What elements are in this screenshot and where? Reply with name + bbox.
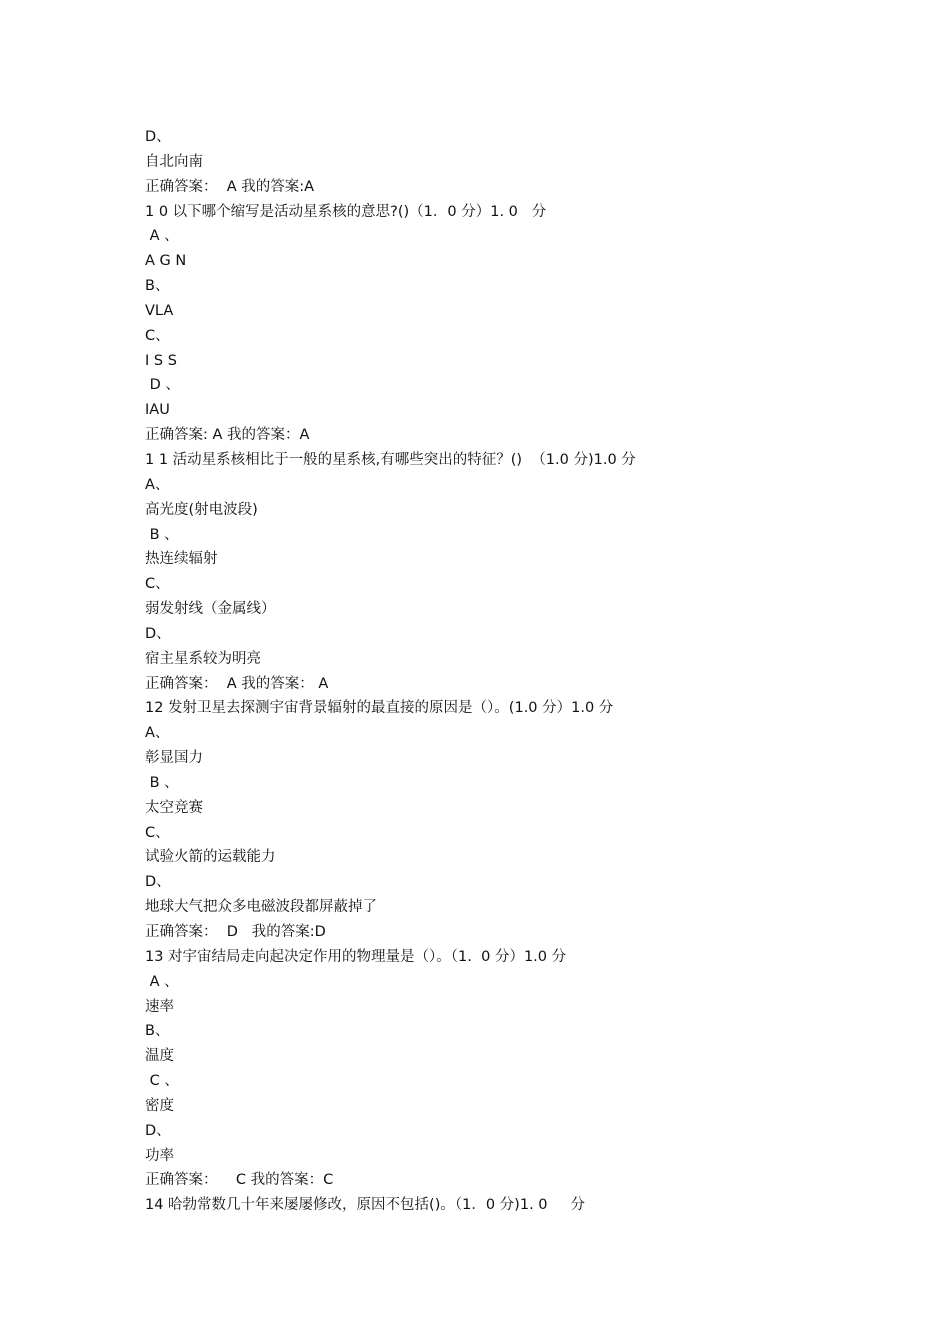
option-label: C 、 (145, 1073, 179, 1090)
option-label: C、 (145, 576, 170, 593)
answer-line: 正确答案: A 我的答案：A (145, 427, 310, 444)
option-text: 试验火箭的运载能力 (145, 849, 276, 866)
option-label: B 、 (145, 774, 179, 791)
option-text: I S S (145, 352, 177, 369)
question-13: 13 对宇宙结局走向起决定作用的物理量是（）。（1. 0 分）1.0 分 (145, 948, 567, 965)
option-text: 地球大气把众多电磁波段都屏蔽掉了 (145, 899, 377, 916)
answer-line: 正确答案： A 我的答案： A (145, 675, 329, 692)
question-11: 1 1 活动星系核相比于一般的星系核,有哪些突出的特征？() （1.0 分)1.0 分 (145, 451, 636, 468)
option-label: C、 (145, 327, 170, 344)
option-text: 高光度(射电波段) (145, 501, 258, 518)
option-text: 弱发射线（金属线） (145, 601, 276, 618)
option-label: D、 (145, 129, 171, 145)
option-label: B、 (145, 1023, 170, 1040)
option-label: A 、 (145, 228, 179, 245)
option-text: 热连续辐射 (145, 551, 218, 568)
option-label: A、 (145, 476, 170, 493)
option-label: B、 (145, 278, 170, 295)
option-text: 速率 (145, 998, 174, 1015)
option-label: A、 (145, 725, 170, 742)
option-text: 自北向南 (145, 153, 203, 170)
option-text: VLA (145, 302, 174, 319)
document-text (145, 125, 845, 1218)
option-label: D 、 (145, 377, 180, 394)
option-text: A G N (145, 253, 187, 270)
option-text: 宿主星系较为明亮 (145, 650, 261, 667)
option-label: A 、 (145, 973, 179, 990)
option-text: IAU (145, 402, 170, 419)
option-text: 功率 (145, 1147, 174, 1164)
question-14: 14 哈勃常数几十年来屡屡修改，原因不包括()。（1．0 分)1. 0 分 (145, 1197, 586, 1214)
question-10: 1 0 以下哪个缩写是活动星系核的意思?()（1．0 分）1. 0 分 (145, 203, 547, 220)
answer-line: 正确答案： C 我的答案：C (145, 1172, 334, 1189)
option-text: 密度 (145, 1097, 174, 1114)
answer-line: 正确答案： D 我的答案:D (145, 924, 326, 940)
option-text: 太空竞赛 (145, 799, 203, 816)
option-text: 彰显国力 (145, 750, 203, 767)
question-12: 12 发射卫星去探测宇宙背景辐射的最直接的原因是（）。(1.0 分）1.0 分 (145, 700, 614, 717)
option-text: 温度 (145, 1048, 174, 1065)
option-label: B 、 (145, 526, 179, 543)
option-label: D、 (145, 874, 171, 891)
option-label: D、 (145, 625, 171, 642)
option-label: C、 (145, 824, 170, 841)
answer-line: 正确答案： A 我的答案:A (145, 178, 315, 195)
option-label: D、 (145, 1122, 171, 1139)
